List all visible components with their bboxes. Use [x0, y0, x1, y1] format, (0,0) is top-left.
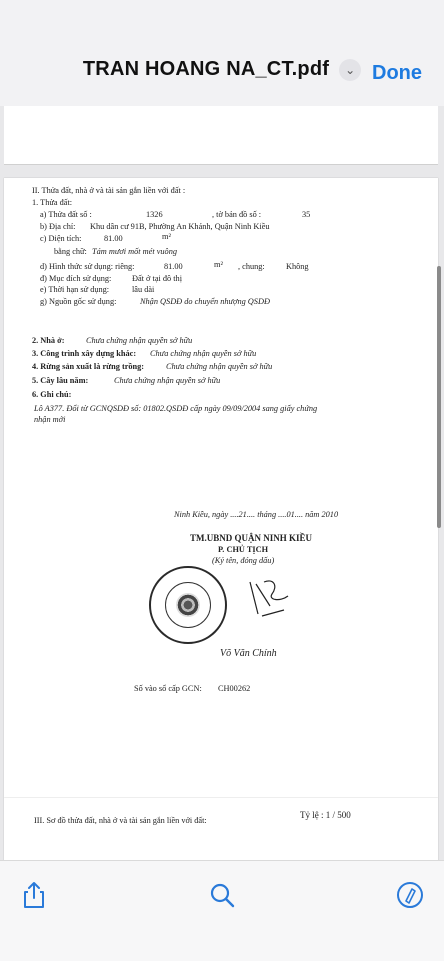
address-label: b) Địa chỉ: — [40, 222, 76, 231]
origin-value: Nhận QSDĐ do chuyển nhượng QSDĐ — [140, 297, 270, 306]
area-words: Tám mươi mốt mét vuông — [92, 247, 178, 256]
purpose-value: Đất ở tại đô thị — [132, 274, 183, 283]
perennial-label: 5. Cây lâu năm: — [32, 376, 89, 385]
note-label: 6. Ghi chú: — [32, 390, 72, 399]
scroll-indicator[interactable] — [437, 266, 441, 528]
usage-common-label: , chung: — [238, 262, 265, 271]
role: P. CHỦ TỊCH — [218, 545, 269, 554]
done-button[interactable]: Done — [372, 62, 422, 84]
parcel-label: a) Thửa đất số : — [40, 210, 92, 219]
construction-label: 3. Công trình xây dựng khác: — [32, 349, 137, 358]
house-label: 2. Nhà ở: — [32, 336, 65, 345]
forest-value: Chưa chứng nhận quyền sở hữu — [166, 362, 273, 371]
date-line: Ninh Kiều, ngày ....21.... tháng ....01.... năm 2010 — [174, 510, 339, 519]
chevron-down-icon[interactable]: ⌄ — [339, 59, 361, 81]
pdf-viewer[interactable] — [0, 106, 444, 860]
perennial-value: Chưa chứng nhận quyền sở hữu — [114, 376, 221, 385]
note-line-1: Lô A377. Đổi từ GCNQSDĐ số: 01802.QSDĐ cấp ngày 09/09/2004 sang giấy chứng — [34, 404, 318, 413]
next-page — [4, 798, 438, 860]
document-title: TRAN HOANG NA_CT.pdf — [82, 58, 330, 80]
usage-unit: m² — [214, 260, 223, 269]
signature — [244, 576, 294, 620]
usage-common-value: Không — [286, 262, 309, 271]
share-button[interactable] — [16, 877, 52, 913]
usage-form-label: d) Hình thức sử dụng: riêng: — [40, 262, 135, 271]
map-label: , tờ bản đồ số : — [212, 210, 262, 219]
section3-title: III. Sơ đồ thửa đất, nhà ở và tài sản gắn liền với đất: — [34, 816, 207, 825]
bottom-toolbar — [0, 860, 444, 961]
share-icon — [22, 881, 46, 909]
forest-label: 4. Rừng sản xuất là rừng trồng: — [32, 362, 145, 371]
term-value: lâu dài — [132, 285, 155, 294]
scale-label: Tỷ lệ : 1 / 500 — [300, 810, 351, 820]
previous-page — [4, 106, 438, 165]
term-label: e) Thời hạn sử dụng: — [40, 285, 110, 294]
registry-label: Số vào sổ cấp GCN: — [134, 684, 202, 693]
signer-name: Võ Văn Chính — [220, 648, 277, 659]
area-words-label: bằng chữ: — [54, 247, 87, 256]
purpose-label: đ) Mục đích sử dụng: — [40, 274, 112, 283]
note-line-2: nhận mới — [34, 415, 66, 424]
usage-private-value: 81.00 — [164, 262, 183, 271]
viewer-header — [0, 48, 444, 106]
markup-icon — [396, 881, 424, 909]
markup-button[interactable] — [392, 877, 428, 913]
status-bar — [0, 0, 444, 48]
area-value: 81.00 — [104, 234, 123, 243]
map-number: 35 — [302, 210, 311, 219]
origin-label: g) Nguồn gốc sử dụng: — [40, 297, 117, 306]
parcel-number: 1326 — [146, 210, 163, 219]
house-value: Chưa chứng nhận quyền sở hữu — [86, 336, 193, 345]
search-icon — [209, 882, 235, 908]
sign-note: (Ký tên, đóng dấu) — [212, 556, 275, 565]
item1-title: 1. Thửa đất: — [32, 198, 73, 207]
registry-value: CH00262 — [218, 684, 251, 693]
search-button[interactable] — [204, 877, 240, 913]
construction-value: Chưa chứng nhận quyền sở hữu — [150, 349, 257, 358]
address-value: Khu dân cư 91B, Phường An Khánh, Quận Ninh Kiều — [90, 222, 270, 231]
area-unit: m² — [162, 232, 171, 241]
official-seal — [149, 566, 227, 644]
area-label: c) Diện tích: — [40, 234, 82, 243]
section2-title: II. Thửa đất, nhà ở và tài sản gắn liền với đất : — [32, 186, 186, 195]
authority: TM.UBND QUẬN NINH KIỀU — [190, 533, 313, 543]
pdf-page — [4, 178, 438, 798]
